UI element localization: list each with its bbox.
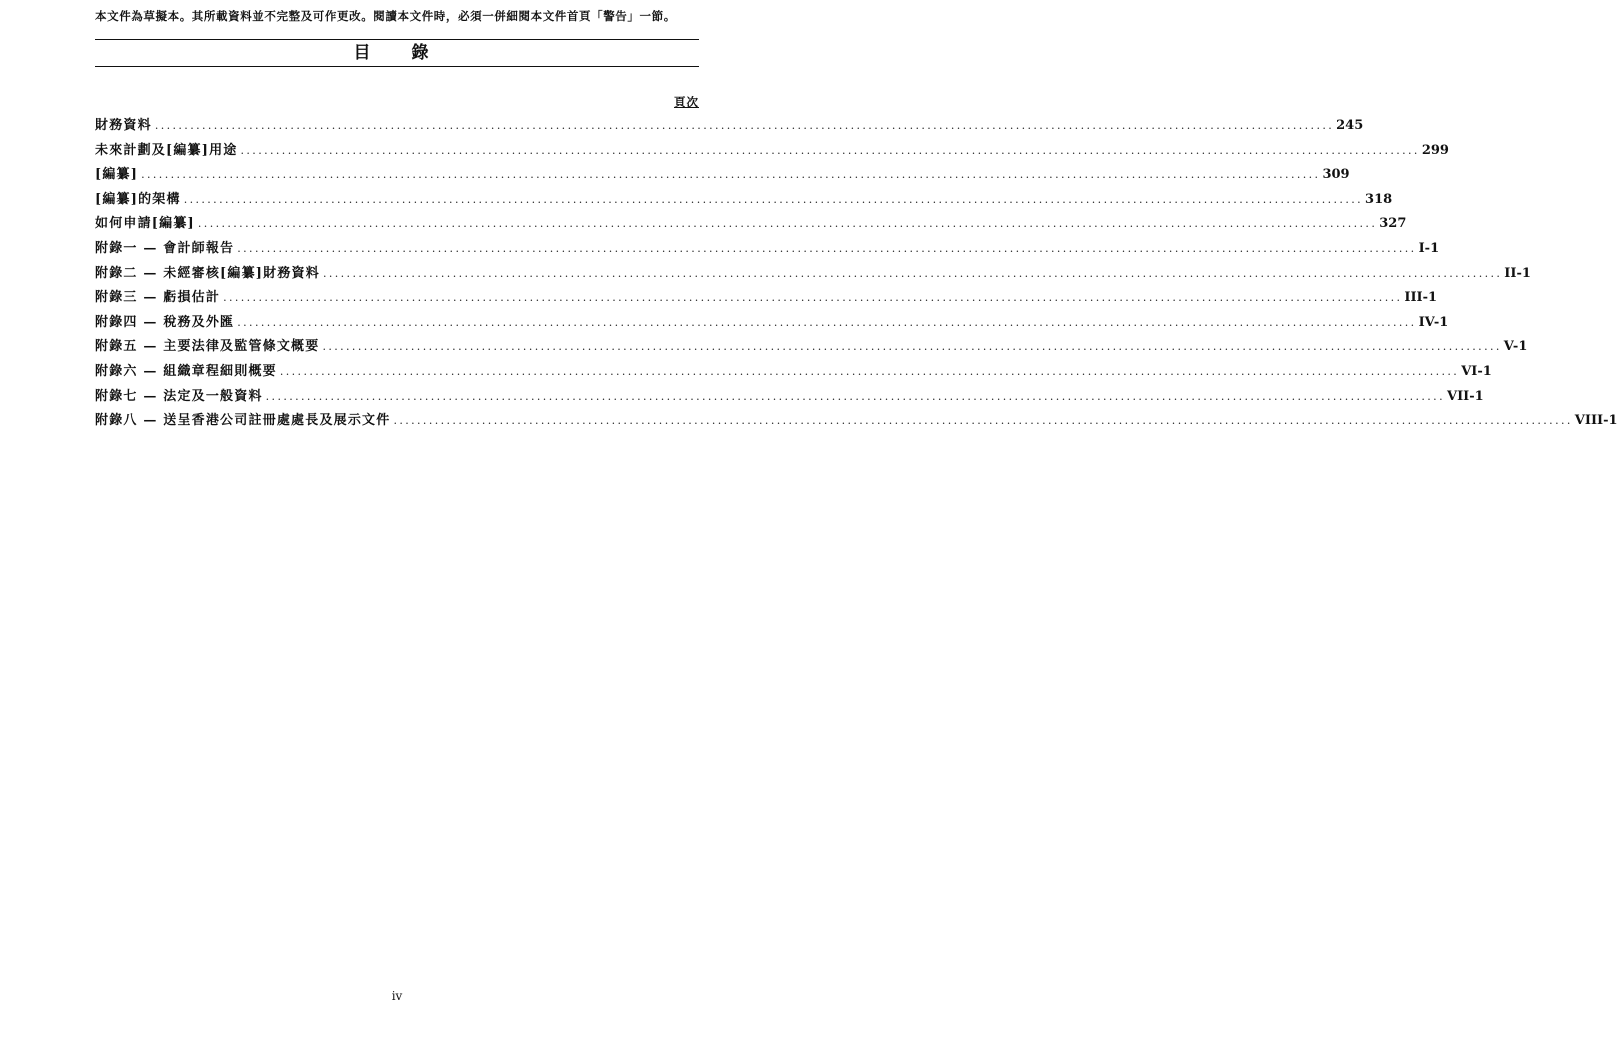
page-column-label: 頁次 xyxy=(674,95,699,109)
toc-entry-page: 327 xyxy=(1379,216,1407,232)
toc-entry xyxy=(95,286,1438,311)
toc-entry-label: 附錄四 — 稅務及外匯 xyxy=(95,314,235,330)
toc-entry-label: 附錄五 — 主要法律及監管條文概要 xyxy=(95,339,320,355)
toc-entry xyxy=(95,114,1364,139)
toc-dot-leader: ........................................................................................................................................................................................................ xyxy=(141,168,1321,182)
toc-entry-label: 未來計劃及[編纂]用途 xyxy=(95,142,238,158)
document-page xyxy=(95,0,1618,1058)
toc-dot-leader: ........................................................................................................................................................................................................ xyxy=(183,192,1364,206)
draft-notice: 本文件為草擬本。其所載資料並不完整及可作更改。閱讀本文件時，必須一併細閱本文件首頁「警告」一節。 xyxy=(95,9,676,23)
toc-entry-page: IV-1 xyxy=(1418,314,1449,330)
header-rule-top xyxy=(95,39,699,40)
toc-entry xyxy=(95,212,1407,237)
toc-entry xyxy=(95,385,1484,410)
toc-entry xyxy=(95,163,1350,188)
toc-dot-leader: ........................................................................................................................................................................................................ xyxy=(322,340,1502,354)
toc-dot-leader: ........................................................................................................................................................................................................ xyxy=(265,389,1445,403)
toc-entry-page: 299 xyxy=(1421,142,1449,158)
toc-entry-label: 附錄二 — 未經審核[編纂]財務資料 xyxy=(95,265,320,281)
toc-entry xyxy=(95,237,1440,262)
toc-entry xyxy=(95,188,1393,213)
toc-entry xyxy=(95,409,1618,434)
toc-entry-page: 309 xyxy=(1322,167,1350,183)
footer-page-number: iv xyxy=(391,989,403,1003)
page-title: 目 錄 xyxy=(353,43,441,63)
toc-entry-label: 附錄三 — 虧損估計 xyxy=(95,290,221,306)
toc-dot-leader: ........................................................................................................................................................................................................ xyxy=(237,315,1417,329)
toc-entry xyxy=(95,360,1492,385)
toc-dot-leader: ........................................................................................................................................................................................................ xyxy=(322,266,1503,280)
toc-entry-page: VII-1 xyxy=(1446,388,1484,404)
toc-entry xyxy=(95,311,1449,336)
toc-entry-label: 財務資料 xyxy=(95,118,152,133)
toc-dot-leader: ........................................................................................................................................................................................................ xyxy=(393,414,1573,428)
toc-entry-label: 附錄六 — 組織章程細則概要 xyxy=(95,363,277,379)
toc-entry-label: [編纂] xyxy=(95,167,139,183)
toc-entry-label: 附錄七 — 法定及一般資料 xyxy=(95,388,263,404)
toc-entry-page: VIII-1 xyxy=(1574,413,1618,429)
toc-entry-page: III-1 xyxy=(1404,290,1438,306)
toc-entry-page: I-1 xyxy=(1418,240,1440,256)
toc-dot-leader: ........................................................................................................................................................................................................ xyxy=(279,364,1460,378)
toc-entry-label: 附錄八 — 送呈香港公司註冊處處長及展示文件 xyxy=(95,413,391,429)
toc-entry xyxy=(95,262,1531,287)
toc-entry-page: 318 xyxy=(1365,191,1393,207)
toc-entry xyxy=(95,139,1449,164)
toc-dot-leader: ........................................................................................................................................................................................................ xyxy=(197,217,1378,231)
toc-entry-label: 如何申請[編纂] xyxy=(95,216,195,232)
toc-entry-page: 245 xyxy=(1336,118,1364,133)
toc-entry-page: VI-1 xyxy=(1461,363,1492,379)
toc-entry-page: II-1 xyxy=(1504,265,1531,281)
toc-dot-leader: ........................................................................................................................................................................................................ xyxy=(223,291,1403,305)
table-of-contents xyxy=(95,114,1618,434)
header-rule-bottom xyxy=(95,66,699,67)
toc-entry-label: [編纂]的架構 xyxy=(95,191,181,207)
toc-entry-label: 附錄一 — 會計師報告 xyxy=(95,240,235,256)
toc-dot-leader: ........................................................................................................................................................................................................ xyxy=(237,241,1417,255)
toc-entry-page: V-1 xyxy=(1503,339,1528,355)
toc-entry xyxy=(95,335,1528,360)
toc-dot-leader: ........................................................................................................................................................................................................ xyxy=(240,143,1420,157)
toc-dot-leader: ........................................................................................................................................................................................................ xyxy=(154,119,1335,132)
